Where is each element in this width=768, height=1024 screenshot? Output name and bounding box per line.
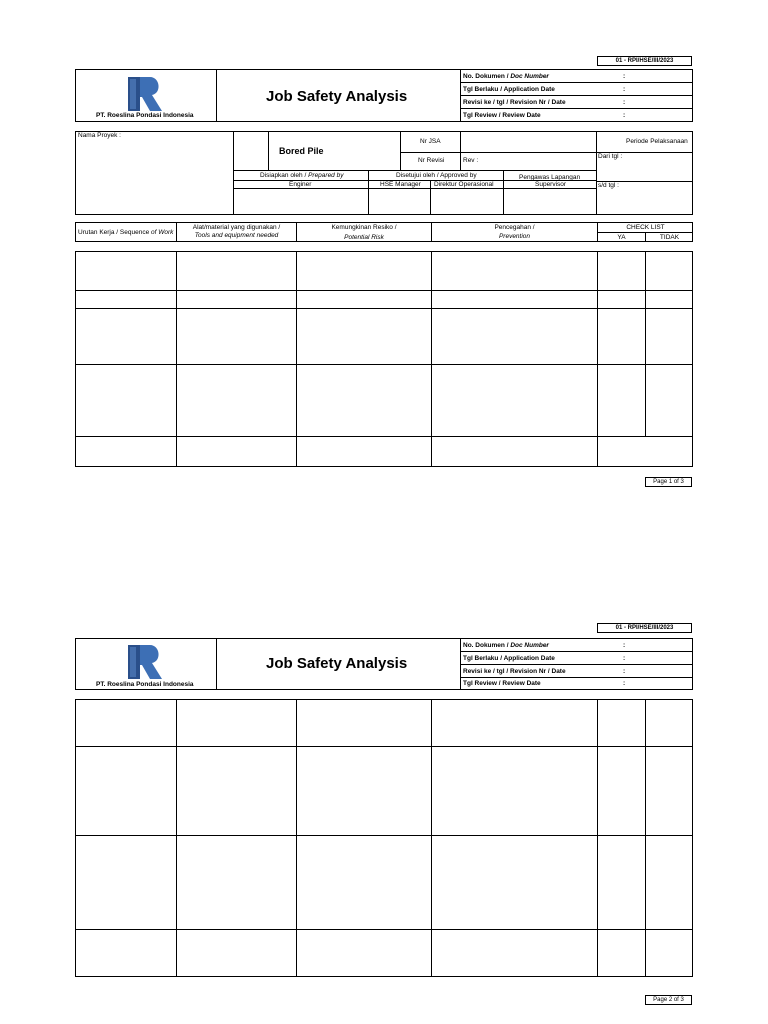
nr-revisi-label: Nr Revisi: [418, 157, 445, 164]
app-date-label-2: Tgl Berlaku / Application Date: [463, 655, 555, 662]
doc-number-colon-2: :: [623, 642, 626, 649]
revision-label: Revisi ke / tgl / Revision Nr / Date: [463, 99, 566, 106]
logo-r-icon: [126, 75, 166, 113]
doc-ref-2: 01 - RPI/HSE/III/2023: [615, 625, 674, 631]
col-tidak: TIDAK: [659, 234, 680, 241]
project-name-label: Nama Proyek :: [78, 132, 121, 139]
logo-r-icon: [126, 643, 166, 681]
page-number-box: [645, 477, 692, 487]
col-sequence: Urutan Kerja / Sequence of Work: [78, 229, 174, 236]
page-number: Page 1 of 3: [653, 479, 684, 485]
periode-label: Periode Pelaksanaan: [626, 138, 688, 145]
company-name-2: PT. Roeslina Pondasi Indonesia: [96, 681, 194, 688]
hse-manager-label: HSE Manager: [380, 181, 421, 188]
revision-colon: :: [623, 99, 626, 106]
col-risk-en: Potential Risk: [344, 234, 384, 241]
sd-tgl-label: s/d tgl :: [598, 182, 619, 189]
doc-number-colon: :: [623, 73, 626, 80]
col-tools-id: Alat/material yang digunakan /: [192, 224, 281, 231]
page-number-box-2: [645, 995, 692, 1005]
engineer-label: Enginer: [289, 181, 312, 188]
dari-tgl-label: Dari tgl :: [598, 153, 623, 160]
col-ya: YA: [617, 234, 626, 241]
review-colon-2: :: [623, 680, 626, 687]
company-logo-2: [126, 643, 166, 681]
review-colon: :: [623, 112, 626, 119]
page-title-2: Job Safety Analysis: [266, 655, 408, 672]
doc-ref: 01 - RPI/HSE/III/2023: [615, 58, 674, 64]
company-name: PT. Roeslina Pondasi Indonesia: [96, 112, 194, 119]
review-label-2: Tgl Review / Review Date: [463, 680, 541, 687]
revision-label-2: Revisi ke / tgl / Revision Nr / Date: [463, 668, 566, 675]
pengawas-label: Pengawas Lapangan: [519, 174, 581, 181]
app-date-colon: :: [623, 86, 626, 93]
doc-ref-box: [597, 56, 692, 66]
col-checklist: CHECK LIST: [626, 224, 665, 231]
review-label: Tgl Review / Review Date: [463, 112, 541, 119]
page-number-2: Page 2 of 3: [653, 997, 684, 1003]
doc-number-label-2: No. Dokumen / Doc Number: [463, 642, 549, 649]
table-body-page1: [75, 251, 693, 467]
col-prevention-id: Pencegahan /: [494, 224, 535, 231]
rev-label: Rev :: [463, 157, 479, 164]
direktur-label: Direktur Operasional: [434, 181, 494, 188]
page-title: Job Safety Analysis: [266, 88, 408, 105]
project-block: [75, 131, 693, 215]
approved-by-label: Disetujui oleh / Approved by: [396, 172, 477, 179]
doc-ref-box-2: [597, 623, 692, 633]
supervisor-label: Supervisor: [535, 181, 567, 188]
job-name: Bored Pile: [279, 146, 324, 156]
col-risk-id: Kemungkinan Resiko /: [331, 224, 397, 231]
company-logo: [126, 75, 166, 113]
table-body-page2: [75, 699, 693, 977]
revision-colon-2: :: [623, 668, 626, 675]
col-tools-en: Tools and equipment needed: [194, 232, 279, 239]
nr-jsa-label: Nr JSA: [420, 138, 441, 145]
col-prevention-en: Prevention: [498, 233, 531, 240]
prepared-by-label: Disiapkan oleh / Prepared by: [260, 172, 344, 179]
app-date-colon-2: :: [623, 655, 626, 662]
app-date-label: Tgl Berlaku / Application Date: [463, 86, 555, 93]
doc-number-label: No. Dokumen / Doc Number: [463, 73, 549, 80]
